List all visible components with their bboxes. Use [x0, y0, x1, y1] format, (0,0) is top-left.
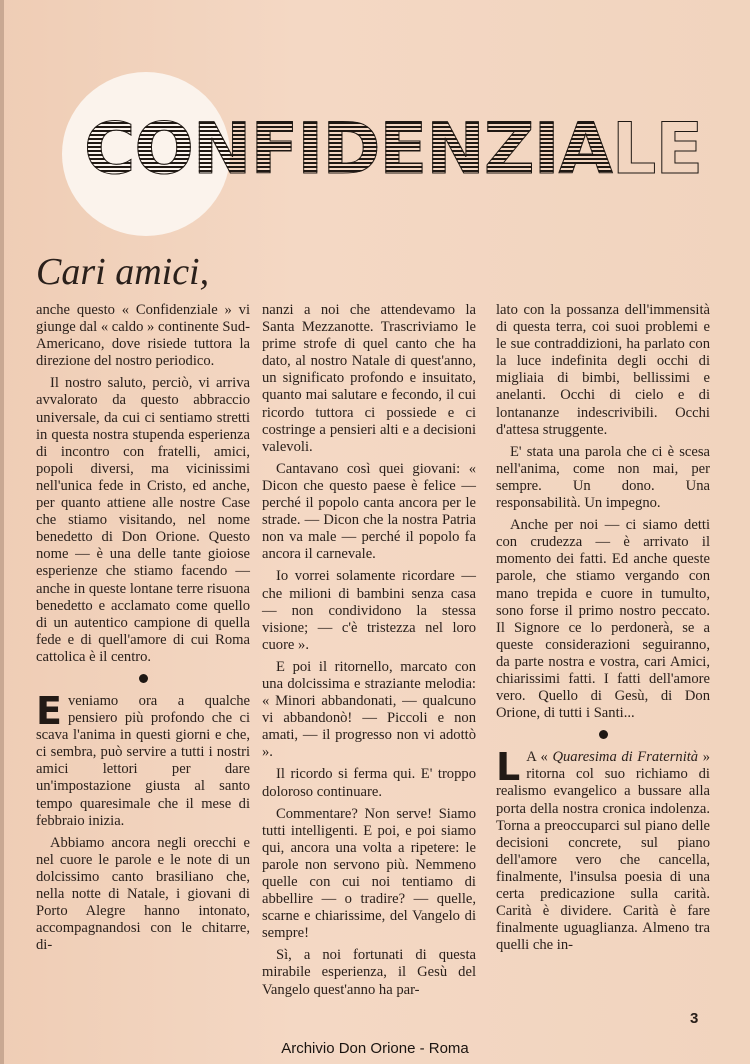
section-bullet-icon — [139, 674, 148, 683]
drop-cap: L — [496, 745, 521, 790]
page-title: CONFIDENZIALE — [84, 108, 703, 190]
paragraph: nanzi a noi che attendevamo la Santa Mezzanotte. Trascriviamo le prime strofe di quel canto che ha dato, al nostro Natale di quest'anno, un significato profondo e insuitato, quanto mai salutare e fecondo, il cui ricordo tuttora ci possiede e ci costringe a pensieri alti e a decisioni valevoli. — [262, 302, 476, 455]
paragraph: Sì, a noi fortunati di questa mirabile esperienza, il Gesù del Vangelo quest'anno ha par- — [262, 947, 476, 998]
paragraph: Abbiamo ancora negli orecchi e nel cuore le parole e le note di un dolcissimo canto brasiliano che, nella notte di Natale, i giovani di Porto Alegre hanno intonato, accompagnandosi con le chitarre, di- — [36, 834, 250, 954]
paragraph: anche questo « Confidenziale » vi giunge dal « caldo » continente Sud-Americano, dove risiede tuttora la direzione del nostro periodico. — [36, 302, 250, 370]
greeting-heading: Cari amici, — [36, 251, 210, 293]
paragraph: Cantavano così quei giovani: « Dicon che questo paese è felice — perché il popolo canta ancora per le strade. — Dicon che la nostra Patria non va male — perché il popolo fa ancora il carnevale. — [262, 460, 476, 563]
paragraph-with-dropcap — [496, 745, 710, 954]
paragraph-text: » ritorna col suo richiamo di realismo evangelico a bussare alla porta della nostra cronica indolenza. Torna a preoccuparci sul piano delle decisioni concrete, sul piano dell'amore vero che cancella, finalmente, l'insulsa poesia di una certa predicazione sulla carità. Carità è dividere. Carità è fare finalmente uguaglianza. Almeno tra quelli che in- — [496, 749, 710, 954]
paragraph-lead: A « — [526, 749, 553, 766]
column-left — [36, 302, 250, 959]
column-middle — [262, 302, 476, 1004]
paragraph: Commentare? Non serve! Siamo tutti intelligenti. E poi, e poi siamo qui, ancora una volta a ripetere: le parole non servono più. Nemmeno quelle con cui noi tentiamo di abbellire — o tradire? — quelle, scarne e chiarissime, del Vangelo di sempre! — [262, 805, 476, 942]
paragraph: Anche per noi — ci siamo detti con crudezza — è arrivato il momento dei fatti. Ed anche queste parole, che stiamo vergando con mano trepida e cuore in tumulto, sono forse il primo nostro peccato. Il Signore ce lo perdonerà, se a queste considerazioni seguiranno, da parte nostra e vostra, cari Amici, chiarissimi fatti. I fatti dell'amore vero. Quello di Gesù, di Don Orione, di tutti i Santi... — [496, 517, 710, 722]
paragraph: E' stata una parola che ci è scesa nell'anima, come non mai, per sempre. Un dono. Una responsabilità. Un impegno. — [496, 443, 710, 512]
paragraph-with-dropcap — [36, 688, 250, 830]
drop-cap: E — [36, 688, 62, 733]
italic-title: Quaresima di Fraternità — [552, 749, 699, 766]
paragraph: Il ricordo si ferma qui. E' troppo doloroso continuare. — [262, 766, 476, 800]
paragraph: lato con la possanza dell'immensità di questa terra, coi suoi problemi e le sue contraddizioni, ha parlato con la luce indefinita degli occhi di migliaia di bimbi, bellissimi e anelanti. Occhi di cielo e di lontananze indescrivibili. Occhi d'attesa struggente. — [496, 302, 710, 438]
archive-footer: Archivio Don Orione - Roma — [281, 1040, 469, 1057]
column-right — [496, 302, 710, 959]
paragraph: E poi il ritornello, marcato con una dolcissima e straziante melodia: « Minori abbandonati, — qualcuno vi abbandonò! — Piccoli e non amati, — il progresso non vi adottò ». — [262, 658, 476, 761]
section-bullet-icon — [599, 730, 608, 739]
page-edge-shadow — [0, 0, 4, 1064]
paragraph: Io vorrei solamente ricordare — che milioni di bambini senza casa — non condividono la stessa visione; — c'è tristezza nel loro cuore ». — [262, 568, 476, 653]
page-number: 3 — [690, 1010, 699, 1027]
paragraph-text: veniamo ora a qualche pensiero più profondo che ci scava l'anima in questi giorni e che, ci sembra, può servire a tutti i nostri amici lettori per dare un'impostazione giusta al santo tempo quaresimale che il mese di febbraio inizia. — [36, 692, 250, 829]
paragraph: Il nostro saluto, perciò, vi arriva avvalorato da questo abbraccio universale, da cui ci sentiamo stretti in questa nostra stupenda esperienza di incontro con fratelli, amici, popoli diversi, ma vicinissimi nell'unica fede in Cristo, ed anche, per quanto attiene alle nostre Case che stiamo visitando, nel nome benedetto di Don Orione. Questo nome — è una delle tante gioiose esperienze che stiamo facendo — anche in queste lontane terre risuona benedetto e acclamato come quello di un autentico campione di quella fede e di quell'amore di cui Roma cattolica è il centro. — [36, 375, 250, 665]
